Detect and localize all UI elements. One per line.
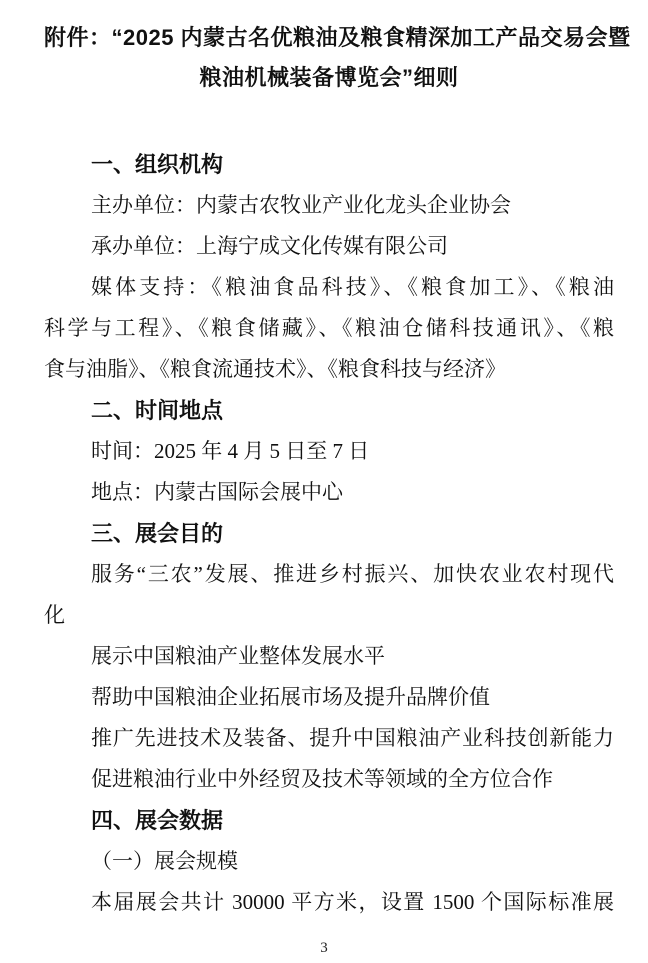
title-gap bbox=[44, 98, 614, 144]
body-line-purpose-1a: 服务“三农”发展、推进乡村振兴、加快农业农村现代 bbox=[91, 562, 614, 586]
body-line-purpose-3: 帮助中国粮油企业拓展市场及提升品牌价值 bbox=[91, 685, 490, 709]
body-line-media-support-2: 科学与工程》、《粮食储藏》、《粮油仓储科技通讯》、《粮 bbox=[44, 316, 614, 340]
body-line-host-unit: 主办单位：内蒙古农牧业产业化龙头企业协会 bbox=[91, 193, 511, 217]
body-line-purpose-2: 展示中国粮油产业整体发展水平 bbox=[91, 644, 385, 668]
body-line-media-support-3: 食与油脂》、《粮食流通技术》、《粮食科技与经济》 bbox=[44, 357, 506, 381]
section-heading-purpose: 三、展会目的 bbox=[91, 521, 224, 546]
body-line-media-support-1: 媒体支持：《粮油食品科技》、《粮食加工》、《粮油 bbox=[91, 275, 614, 299]
body-line-scale-subtitle: （一）展会规模 bbox=[91, 849, 238, 873]
page-number: 3 bbox=[320, 940, 328, 956]
body-line-purpose-1b: 化 bbox=[44, 603, 65, 627]
section-heading-exhibition-data: 四、展会数据 bbox=[91, 808, 224, 833]
body-line-time: 时间：2025 年 4 月 5 日至 7 日 bbox=[91, 439, 370, 463]
body-line-organizer-unit: 承办单位：上海宁成文化传媒有限公司 bbox=[91, 234, 448, 258]
document-content bbox=[44, 18, 631, 923]
title-line-1: 附件：“2025 内蒙古名优粮油及粮食精深加工产品交易会暨 bbox=[44, 25, 631, 50]
body-line-scale-detail: 本届展会共计 30000 平方米，设置 1500 个国际标准展 bbox=[91, 890, 614, 914]
title-line-2: 粮油机械装备博览会”细则 bbox=[199, 65, 459, 90]
body-line-place: 地点：内蒙古国际会展中心 bbox=[91, 480, 343, 504]
body-line-purpose-5: 促进粮油行业中外经贸及技术等领域的全方位合作 bbox=[91, 767, 553, 791]
section-heading-time-place: 二、时间地点 bbox=[91, 398, 224, 423]
body-line-purpose-4: 推广先进技术及装备、提升中国粮油产业科技创新能力 bbox=[91, 726, 614, 750]
section-heading-organization: 一、组织机构 bbox=[91, 152, 224, 177]
